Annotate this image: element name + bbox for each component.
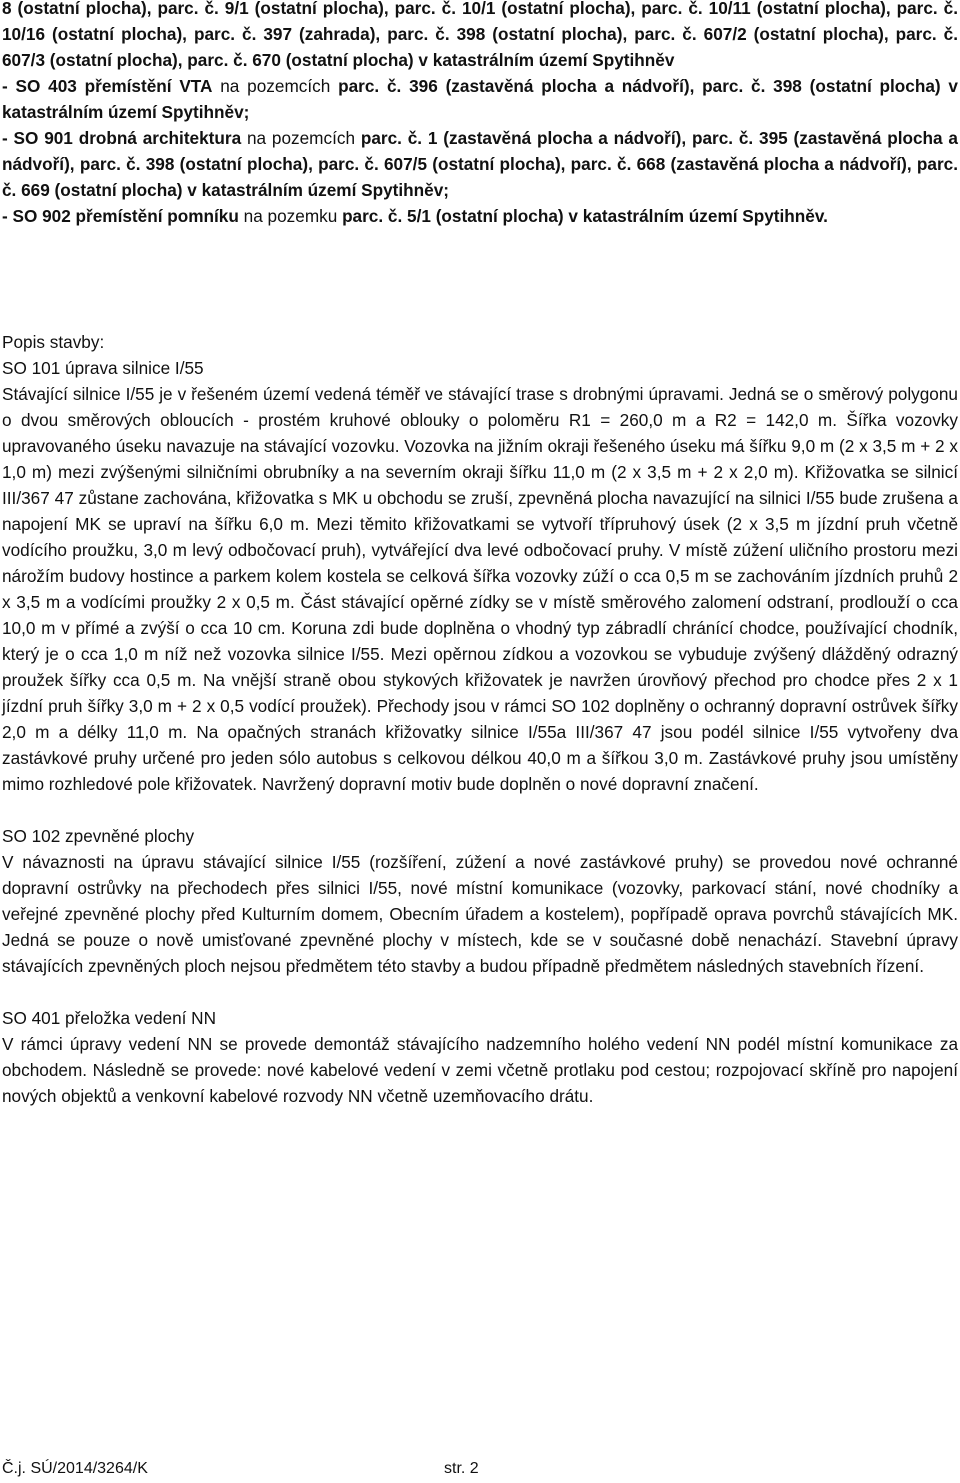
so901-label: - SO 901 drobná architektura [2, 128, 242, 148]
section-text: V návaznosti na úpravu stávající silnice I/55 (rozšíření, zúžení a nové zastávkové pruhy) se provedou nové ochranné dopravní ostrůvky na přechodech přes silnici I/55, nové místní komunikace (vozovky, parkovací stání, nové chodníky a veřejné zpevněné plochy před Kulturním domem, Obecním úřadem a kostelem), popřípadě oprava povrchů stávajících MK. Jedná se pouze o nově umisťované zpevněné plochy v místech, kde se v současné době nenachází. Stavební úpravy stávajících zpevněných ploch nejsou předmětem této stavby a budou případně předmětem následných stavebních řízení. [2, 852, 958, 976]
so902-parcels: parc. č. 5/1 (ostatní plocha) v katastrálním území Spytihněv. [342, 206, 828, 226]
section-so401 [2, 1005, 958, 1109]
so403-label: - SO 403 přemístění VTA [2, 76, 213, 96]
section-title: SO 101 úprava silnice I/55 [2, 358, 204, 378]
intro-line-1: 8 (ostatní plocha), parc. č. 9/1 (ostatní plocha), parc. č. 10/1 (ostatní plocha), parc. č. 10/11 (ostatní plocha), parc. č. 10/16 (ostatní plocha), parc. č. 397 (zahrada), parc. č. 398 (ostatní plocha), parc. č. 607/2 (ostatní plocha), parc. č. 607/3 (ostatní plocha), parc. č. 670 (ostatní plocha) v katastrálním území Spytihněv [2, 0, 958, 70]
section-text: V rámci úpravy vedení NN se provede demontáž stávajícího nadzemního holého vedení NN podél místní komunikace za obchodem. Následně se provede: nové kabelové vedení v zemi včetně protlaku pod cestou; rozpojovací skříně pro napojení nových objektů a venkovní kabelové rozvody NN včetně uzemňovacího drátu. [2, 1034, 958, 1106]
so403-parcels: parc. č. 396 (zastavěná plocha a nádvoří), parc. č. 398 (ostatní plocha) v katastrálním území Spytihněv; [2, 76, 958, 122]
section-title: SO 401 přeložka vedení NN [2, 1008, 217, 1028]
so902-mid: na pozemku [238, 206, 343, 226]
section-title: SO 102 zpevněné plochy [2, 826, 195, 846]
so902-label: - SO 902 přemístění pomníku [2, 206, 239, 226]
reference-number: Č.j. SÚ/2014/3264/K [2, 1460, 148, 1477]
so901-mid: na pozemcích [241, 128, 361, 148]
page-number: str. 2 [444, 1460, 479, 1477]
so403-mid: na pozemcích [212, 76, 339, 96]
section-so102 [2, 823, 958, 979]
intro-parcels [2, 0, 958, 229]
popis-stavby-heading: Popis stavby: [2, 332, 105, 352]
so901-parcels: parc. č. 1 (zastavěná plocha a nádvoří), parc. č. 395 (zastavěná plocha a nádvoří), parc. č. 398 (ostatní plocha), parc. č. 607/5 (ostatní plocha), parc. č. 668 (zastavěná plocha a nádvoří), parc. č. 669 (ostatní plocha) v katastrálním území Spytihněv; [2, 128, 958, 200]
section-text: Stávající silnice I/55 je v řešeném území vedená téměř ve stávající trase s drobnými úpravami. Jedná se o směrový polygonu o dvou směrových obloucích - prostém kruhové oblouky o poloměru R1 = 260,0 m a R2 = 142,0 m. Šířka vozovky upravovaného úseku navazuje na stávající vozovku. Vozovka na jižním okraji řešeného úseku má šířku 9,0 m (2 x 3,5 m + 2 x 1,0 m) mezi zvýšenými silničními obrubníky a na severním okraji šířku 11,0 m (2 x 3,5 m + 2 x 2,0 m). Křižovatka se silnicí III/367 47 zůstane zachována, křižovatka s MK u obchodu se zruší, zpevněná plocha navazující na silnici I/55 bude zrušena a napojení MK se upraví na šířku 6,0 m. Mezi těmito křižovatkami se vytvoří třípruhový úsek (2 x 3,5 m jízdní pruh včetně vodícího proužku, 3,0 m levý odbočovací pruh), vytvářející dva levé odbočovací pruhy. V místě zúžení uličního prostoru mezi nárožím budovy hostince a parkem kolem kostela se celková šířka vozovky zúží o cca 0,5 m se zachováním jízdních pruhů 2 x 3,5 m a vodícími proužky 2 x 0,5 m. Část stávající opěrné zídky se v místě směrového zalomení odstraní, prodlouží o cca 10,0 m v přímé a zvýší o cca 10 cm. Koruna zdi bude doplněna o vhodný typ zábradlí chránící chodce, používající chodník, který je o cca 1,0 m níž než vozovka silnice I/55. Mezi opěrnou zídkou a vozovkou se vybuduje zvýšený dlážděný odrazný proužek šířky cca 0,5 m. Na vnější straně obou stykových křižovatek je navržen úrovňový přechod pro chodce přes 2 x 1 jízdní pruh šířky 3,0 m + 2 x 0,5 vodící proužek). Přechody jsou v rámci SO 102 doplněny o ochranný dopravní ostrůvek šířky 2,0 m a délky 11,0 m. Na opačných stranách křižovatky silnice I/55a III/367 47 jsou podél silnice I/55 vytvořeny dva zastávkové pruhy určené pro jeden sólo autobus s celkovou délkou 40,0 m a šířkou 3,0 m. Zastávkové pruhy jsou umístěny mimo rozhledové pole křižovatek. Navržený dopravní motiv bude doplněn o nové dopravní značení. [2, 384, 958, 794]
section-so101 [2, 355, 958, 797]
